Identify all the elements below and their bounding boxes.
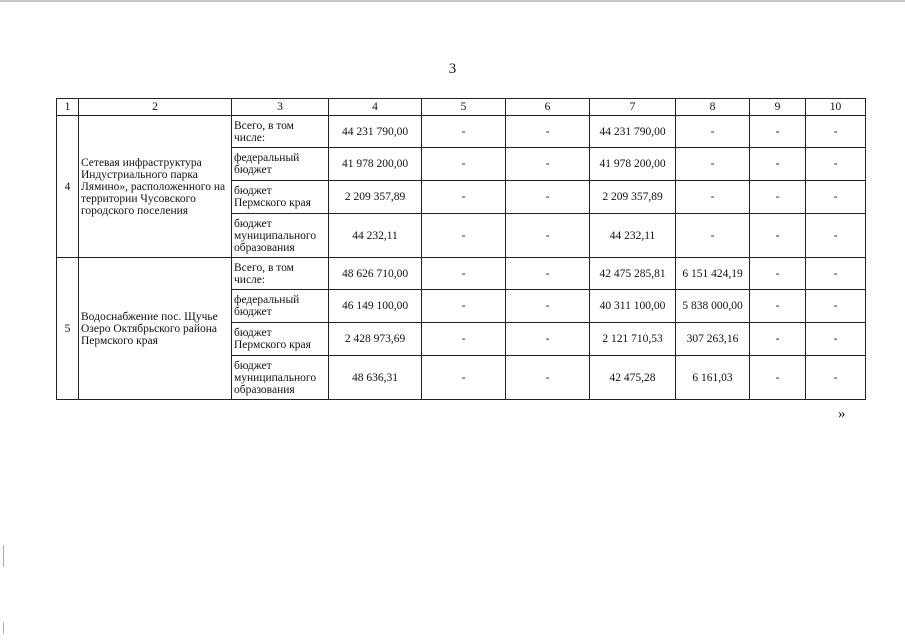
value-cell: - bbox=[806, 258, 866, 290]
table-row bbox=[57, 116, 866, 148]
value-cell: 2 121 710,53 bbox=[590, 323, 676, 356]
project-name: Водоснабжение пос. Щучье Озеро Октябрьского района Пермского края bbox=[79, 258, 232, 400]
column-header: 5 bbox=[422, 99, 506, 116]
value-cell: - bbox=[806, 116, 866, 148]
value-cell: 42 475,28 bbox=[590, 356, 676, 400]
value-cell: - bbox=[676, 148, 750, 181]
value-cell: - bbox=[422, 148, 506, 181]
funding-source: Всего, в том числе: bbox=[232, 116, 329, 148]
value-cell: 2 209 357,89 bbox=[329, 181, 422, 214]
value-cell: - bbox=[750, 214, 806, 258]
value-cell: - bbox=[506, 356, 590, 400]
closing-quote: » bbox=[838, 406, 846, 422]
value-cell: - bbox=[422, 181, 506, 214]
column-header: 2 bbox=[79, 99, 232, 116]
value-cell: - bbox=[422, 258, 506, 290]
value-cell: - bbox=[806, 181, 866, 214]
value-cell: - bbox=[806, 148, 866, 181]
column-header: 10 bbox=[806, 99, 866, 116]
project-name: Сетевая инфраструктура Индустриального парка Лямино», расположенного на территории Чусовского городского поселения bbox=[79, 116, 232, 258]
value-cell: 2 428 973,69 bbox=[329, 323, 422, 356]
funding-source: Всего, в том числе: bbox=[232, 258, 329, 290]
value-cell: - bbox=[750, 258, 806, 290]
row-number: 4 bbox=[57, 116, 79, 258]
value-cell: - bbox=[750, 116, 806, 148]
value-cell: - bbox=[806, 214, 866, 258]
value-cell: - bbox=[506, 181, 590, 214]
scan-top-edge bbox=[0, 0, 905, 2]
column-header: 4 bbox=[329, 99, 422, 116]
value-cell: 44 232,11 bbox=[329, 214, 422, 258]
funding-source: бюджет муниципального образования bbox=[232, 214, 329, 258]
scan-margin-mark bbox=[3, 545, 4, 567]
column-header: 1 bbox=[57, 99, 79, 116]
table-row bbox=[57, 258, 866, 290]
value-cell: - bbox=[506, 290, 590, 323]
value-cell: 41 978 200,00 bbox=[590, 148, 676, 181]
value-cell: - bbox=[422, 214, 506, 258]
value-cell: - bbox=[422, 323, 506, 356]
table-header-row bbox=[57, 99, 866, 116]
page-number: 3 bbox=[448, 61, 457, 77]
value-cell: 2 209 357,89 bbox=[590, 181, 676, 214]
value-cell: 44 232,11 bbox=[590, 214, 676, 258]
value-cell: - bbox=[506, 258, 590, 290]
value-cell: 48 636,31 bbox=[329, 356, 422, 400]
column-header: 6 bbox=[506, 99, 590, 116]
value-cell: 46 149 100,00 bbox=[329, 290, 422, 323]
value-cell: - bbox=[506, 323, 590, 356]
funding-source: бюджет Пермского края bbox=[232, 181, 329, 214]
value-cell: - bbox=[506, 148, 590, 181]
value-cell: - bbox=[750, 323, 806, 356]
value-cell: 44 231 790,00 bbox=[590, 116, 676, 148]
funding-source: бюджет Пермского края bbox=[232, 323, 329, 356]
value-cell: - bbox=[506, 214, 590, 258]
funding-source: бюджет муниципального образования bbox=[232, 356, 329, 400]
column-header: 9 bbox=[750, 99, 806, 116]
value-cell: - bbox=[422, 290, 506, 323]
value-cell: 6 151 424,19 bbox=[676, 258, 750, 290]
value-cell: - bbox=[750, 356, 806, 400]
value-cell: - bbox=[806, 323, 866, 356]
value-cell: 6 161,03 bbox=[676, 356, 750, 400]
value-cell: - bbox=[750, 290, 806, 323]
column-header: 8 bbox=[676, 99, 750, 116]
scan-margin-mark bbox=[3, 622, 4, 634]
value-cell: - bbox=[806, 290, 866, 323]
funding-source: федеральный бюджет bbox=[232, 148, 329, 181]
value-cell: - bbox=[422, 356, 506, 400]
value-cell: - bbox=[506, 116, 590, 148]
value-cell: 42 475 285,81 bbox=[590, 258, 676, 290]
row-number: 5 bbox=[57, 258, 79, 400]
funding-source: федеральный бюджет bbox=[232, 290, 329, 323]
value-cell: 307 263,16 bbox=[676, 323, 750, 356]
value-cell: - bbox=[676, 214, 750, 258]
column-header: 3 bbox=[232, 99, 329, 116]
value-cell: - bbox=[676, 181, 750, 214]
value-cell: - bbox=[750, 181, 806, 214]
value-cell: 40 311 100,00 bbox=[590, 290, 676, 323]
value-cell: 44 231 790,00 bbox=[329, 116, 422, 148]
value-cell: - bbox=[750, 148, 806, 181]
value-cell: 41 978 200,00 bbox=[329, 148, 422, 181]
value-cell: - bbox=[422, 116, 506, 148]
column-header: 7 bbox=[590, 99, 676, 116]
value-cell: 48 626 710,00 bbox=[329, 258, 422, 290]
value-cell: 5 838 000,00 bbox=[676, 290, 750, 323]
value-cell: - bbox=[676, 116, 750, 148]
value-cell: - bbox=[806, 356, 866, 400]
financing-table bbox=[56, 98, 866, 400]
